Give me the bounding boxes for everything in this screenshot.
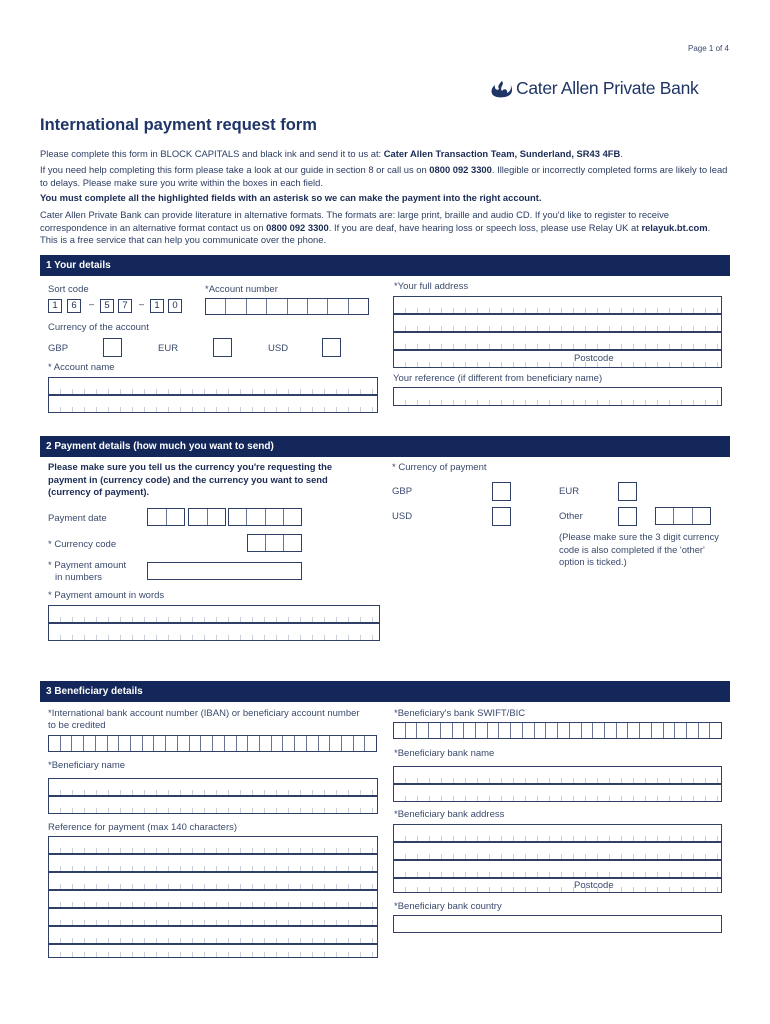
swift-bic-input[interactable] xyxy=(393,722,722,739)
payment-reference-label: Reference for payment (max 140 characters) xyxy=(48,822,238,833)
payment-eur-checkbox[interactable] xyxy=(618,482,637,501)
amount-in-words-input[interactable] xyxy=(48,605,380,623)
account-number-input[interactable] xyxy=(205,298,369,315)
eur-checkbox[interactable] xyxy=(213,338,232,357)
beneficiary-name-label: *Beneficiary name xyxy=(48,760,126,771)
section-3-header: 3 Beneficiary details xyxy=(40,681,730,702)
bank-country-label: *Beneficiary bank country xyxy=(394,901,502,912)
currency-code-input[interactable] xyxy=(247,534,302,552)
payment-date-day[interactable] xyxy=(147,508,185,526)
usd-checkbox[interactable] xyxy=(322,338,341,357)
bank-address-line-2[interactable] xyxy=(393,842,722,860)
sort-code-digit[interactable]: 6 xyxy=(67,299,81,313)
payment-other-checkbox[interactable] xyxy=(618,507,637,526)
swift-bic-label: *Beneficiary's bank SWIFT/BIC xyxy=(394,708,526,719)
payment-gbp-label: GBP xyxy=(392,486,413,497)
bank-address-line-3[interactable] xyxy=(393,860,722,878)
currency-of-payment-label: * Currency of payment xyxy=(392,462,487,473)
section-1-header: 1 Your details xyxy=(40,255,730,276)
payment-reference-line[interactable] xyxy=(48,854,378,872)
other-option-note: (Please make sure the 3 digit currency code is also completed if the 'other' option is ticked.) xyxy=(559,531,719,567)
payment-amount-input[interactable] xyxy=(147,562,302,580)
payment-reference-line[interactable] xyxy=(48,890,378,908)
sort-code-separator: – xyxy=(89,299,95,309)
iban-label: *International bank account number (IBAN) or beneficiary account number to be credited xyxy=(48,708,360,731)
intro-paragraph-1: Please complete this form in BLOCK CAPITALS and black ink and send it to us at: Cater Allen Transaction Team, Sunderland, SR43 4FB. xyxy=(40,148,623,159)
payment-amount-label-line-2: in numbers xyxy=(55,572,102,583)
payment-reference-line[interactable] xyxy=(48,908,378,926)
your-reference-label: Your reference (if different from beneficiary name) xyxy=(393,373,603,384)
sort-code-digit[interactable]: 0 xyxy=(168,299,182,313)
bank-address-line-1[interactable] xyxy=(393,824,722,842)
bank-postcode-label: Postcode xyxy=(574,880,614,891)
your-reference-input[interactable] xyxy=(393,387,722,406)
intro-paragraph-4: Cater Allen Private Bank can provide literature in alternative formats. The formats are: large print, braille and audio CD. If you'd like to register to receive correspondence in an alternative format contact us on 0800 092 3300. If you are deaf, have hearing loss or speech loss, please use Relay UK at relayuk.bt.com. This is a free service that can help you communicate over the phone. xyxy=(40,209,711,245)
currency-code-label: * Currency code xyxy=(48,539,117,550)
sort-code-digit[interactable]: 7 xyxy=(118,299,132,313)
gbp-checkbox[interactable] xyxy=(103,338,122,357)
intro-paragraph-2: If you need help completing this form please take a look at our guide in section 8 or call us on 0800 092 3300. Illegible or incorrectly completed forms are likely to lead to delays. Please make sure you write within the boxes in each field. xyxy=(40,164,728,188)
payment-reference-line[interactable] xyxy=(48,872,378,890)
account-name-label: * Account name xyxy=(48,362,115,373)
bank-country-input[interactable] xyxy=(393,915,722,933)
sort-code-label: Sort code xyxy=(48,284,89,295)
payment-usd-label: USD xyxy=(392,511,413,522)
payment-reference-line[interactable] xyxy=(48,944,378,958)
eur-label: EUR xyxy=(158,343,179,354)
iban-input[interactable] xyxy=(48,735,377,752)
sort-code-separator: – xyxy=(139,299,145,309)
currency-instruction: Please make sure you tell us the currency you're requesting the payment in (currency code) and the currency you want to send (currency of payment). xyxy=(48,461,333,497)
page-title: International payment request form xyxy=(40,116,317,134)
sort-code-digit[interactable]: 5 xyxy=(100,299,114,313)
account-number-label: *Account number xyxy=(205,284,278,295)
brand-name: Cater Allen Private Bank xyxy=(516,78,699,98)
brand-logo xyxy=(490,78,698,99)
payment-eur-label: EUR xyxy=(559,486,580,497)
intro-paragraph-3: You must complete all the highlighted fields with an asterisk so we can make the payment into the right account. xyxy=(40,192,542,203)
amount-in-words-label: * Payment amount in words xyxy=(48,590,165,601)
payment-other-label: Other xyxy=(559,511,583,522)
postcode-label: Postcode xyxy=(574,353,614,364)
payment-reference-line[interactable] xyxy=(48,836,378,854)
currency-of-account-label: Currency of the account xyxy=(48,322,149,333)
payment-usd-checkbox[interactable] xyxy=(492,507,511,526)
bank-name-input[interactable] xyxy=(393,766,722,784)
postcode-input[interactable] xyxy=(393,350,722,368)
payment-date-year[interactable] xyxy=(228,508,302,526)
other-currency-code-input[interactable] xyxy=(655,507,711,525)
section-2-header: 2 Payment details (how much you want to send) xyxy=(40,436,730,457)
sort-code-digit[interactable]: 1 xyxy=(48,299,62,313)
sort-code-digit[interactable]: 1 xyxy=(150,299,164,313)
payment-reference-line[interactable] xyxy=(48,926,378,944)
usd-label: USD xyxy=(268,343,289,354)
beneficiary-name-input[interactable] xyxy=(48,778,378,796)
payment-date-month[interactable] xyxy=(188,508,226,526)
gbp-label: GBP xyxy=(48,343,69,354)
full-address-label: *Your full address xyxy=(394,281,469,292)
amount-in-words-input-line-2[interactable] xyxy=(48,623,380,641)
account-name-input[interactable] xyxy=(48,377,378,395)
bank-name-input-line-2[interactable] xyxy=(393,784,722,802)
bank-name-label: *Beneficiary bank name xyxy=(394,748,495,759)
bank-address-label: *Beneficiary bank address xyxy=(394,809,505,820)
page-number: Page 1 of 4 xyxy=(688,44,729,53)
address-line-1[interactable] xyxy=(393,296,722,314)
payment-gbp-checkbox[interactable] xyxy=(492,482,511,501)
address-line-3[interactable] xyxy=(393,332,722,350)
beneficiary-name-input-line-2[interactable] xyxy=(48,796,378,814)
bank-postcode-input[interactable] xyxy=(393,878,722,893)
flame-logo-icon xyxy=(490,80,514,98)
address-line-2[interactable] xyxy=(393,314,722,332)
account-name-input-line-2[interactable] xyxy=(48,395,378,413)
payment-amount-label: * Payment amount xyxy=(48,560,127,571)
payment-date-label: Payment date xyxy=(48,513,107,524)
